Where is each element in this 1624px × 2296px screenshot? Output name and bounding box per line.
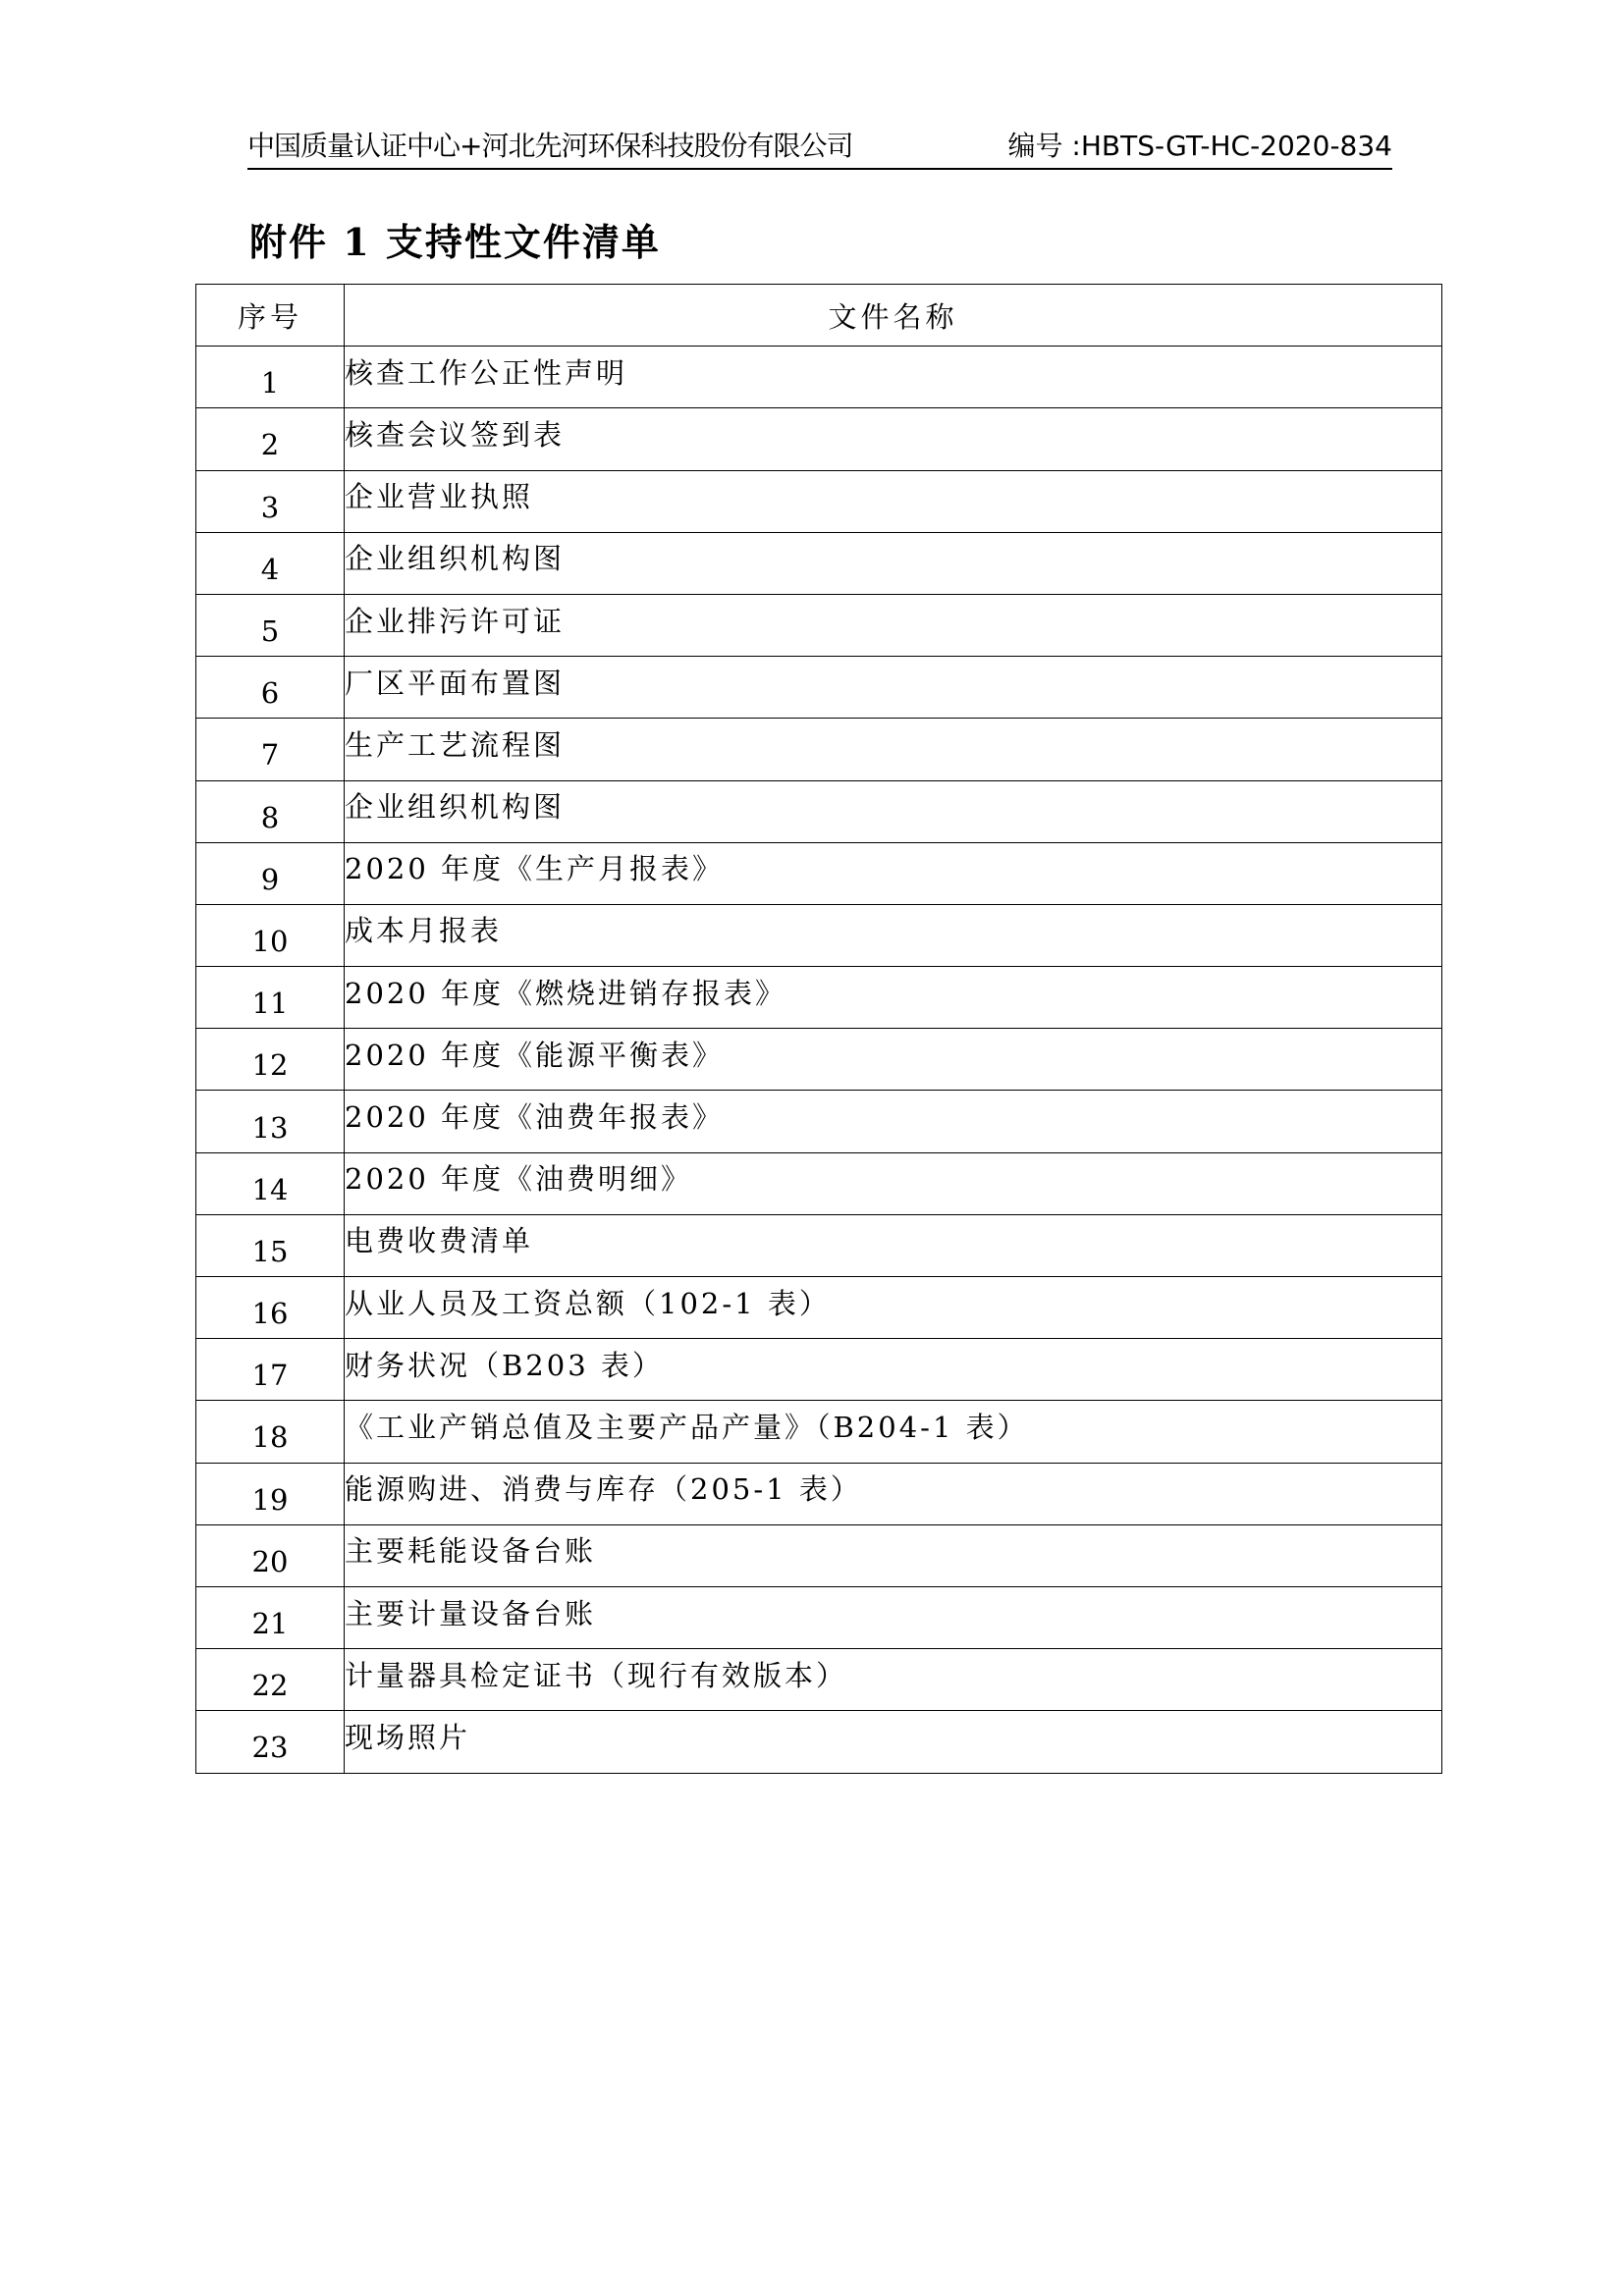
document-name-cell	[345, 594, 1442, 656]
table-row	[196, 1152, 1442, 1214]
row-number: 22	[251, 1669, 289, 1703]
document-name-cell	[345, 1463, 1442, 1524]
column-header-document-name: 文件名称	[345, 285, 1442, 347]
row-number-cell	[196, 594, 345, 656]
document-name: 核查会议签到表	[345, 417, 566, 452]
row-number-cell	[196, 1091, 345, 1152]
table-row	[196, 408, 1442, 470]
table-row	[196, 1029, 1442, 1091]
document-name: 成本月报表	[345, 914, 503, 948]
table-body	[196, 347, 1442, 1773]
row-number: 15	[251, 1234, 289, 1268]
document-name: 主要耗能设备台账	[345, 1534, 597, 1569]
table-row	[196, 1401, 1442, 1463]
document-name-cell	[345, 532, 1442, 594]
document-name-cell	[345, 1586, 1442, 1648]
table-row	[196, 1586, 1442, 1648]
row-number-cell	[196, 780, 345, 842]
table-header-row	[196, 285, 1442, 347]
attachment-title: 附件 1 支持性文件清单	[249, 220, 661, 264]
document-name-cell	[345, 657, 1442, 719]
table-row	[196, 904, 1442, 966]
table-row	[196, 1649, 1442, 1711]
column-header-number: 序号	[196, 285, 345, 347]
table-row	[196, 594, 1442, 656]
document-name: 生产工艺流程图	[345, 727, 566, 762]
table-row	[196, 1711, 1442, 1773]
document-name: 2020 年度《能源平衡表》	[345, 1038, 725, 1072]
document-name: 主要计量设备台账	[345, 1596, 597, 1630]
document-name-cell	[345, 1649, 1442, 1711]
row-number-cell	[196, 1339, 345, 1401]
table-row	[196, 1524, 1442, 1586]
document-name-cell	[345, 1091, 1442, 1152]
document-name: 计量器具检定证书（现行有效版本）	[345, 1658, 848, 1692]
table-row	[196, 719, 1442, 780]
table-row	[196, 532, 1442, 594]
row-number-cell	[196, 408, 345, 470]
document-name: 企业排污许可证	[345, 604, 566, 638]
row-number: 18	[251, 1420, 289, 1455]
row-number: 8	[260, 800, 280, 834]
row-number: 16	[251, 1297, 289, 1331]
row-number: 10	[251, 924, 289, 958]
document-name: 2020 年度《油费明细》	[345, 1162, 693, 1197]
table-row	[196, 967, 1442, 1029]
document-name-cell	[345, 967, 1442, 1029]
row-number-cell	[196, 1152, 345, 1214]
document-name: 企业组织机构图	[345, 542, 566, 576]
document-name: 企业营业执照	[345, 480, 534, 514]
row-number: 2	[260, 428, 280, 462]
row-number: 19	[251, 1482, 289, 1517]
row-number-cell	[196, 532, 345, 594]
document-name-cell	[345, 347, 1442, 408]
document-name: 核查工作公正性声明	[345, 355, 628, 390]
row-number-cell	[196, 904, 345, 966]
table-row	[196, 1214, 1442, 1276]
row-number: 20	[251, 1544, 289, 1578]
table-row	[196, 780, 1442, 842]
document-name: 2020 年度《燃烧进销存报表》	[345, 976, 787, 1010]
row-number: 11	[251, 987, 289, 1021]
document-name-cell	[345, 904, 1442, 966]
row-number: 5	[260, 614, 280, 649]
document-name: 从业人员及工资总额（102-1 表）	[345, 1286, 831, 1320]
document-name-cell	[345, 1339, 1442, 1401]
row-number-cell	[196, 470, 345, 532]
document-name: 企业组织机构图	[345, 790, 566, 825]
document-name: 财务状况（B203 表）	[345, 1348, 664, 1382]
row-number: 12	[251, 1048, 289, 1083]
document-name-cell	[345, 408, 1442, 470]
document-name: 2020 年度《生产月报表》	[345, 852, 725, 886]
row-number: 21	[251, 1607, 289, 1641]
row-number: 7	[260, 738, 280, 773]
document-name-cell	[345, 842, 1442, 904]
document-name: 电费收费清单	[345, 1224, 534, 1258]
document-name-cell	[345, 780, 1442, 842]
document-name-cell	[345, 719, 1442, 780]
table-row	[196, 470, 1442, 532]
table-row	[196, 657, 1442, 719]
document-name-cell	[345, 1711, 1442, 1773]
row-number-cell	[196, 1586, 345, 1648]
row-number: 23	[251, 1731, 289, 1765]
document-name: 能源购进、消费与库存（205-1 表）	[345, 1472, 862, 1507]
page-header	[247, 123, 1392, 170]
table-row	[196, 1463, 1442, 1524]
row-number-cell	[196, 967, 345, 1029]
document-name-cell	[345, 1029, 1442, 1091]
row-number-cell	[196, 1711, 345, 1773]
row-number-cell	[196, 1649, 345, 1711]
row-number: 13	[251, 1110, 289, 1145]
row-number-cell	[196, 1277, 345, 1339]
row-number-cell	[196, 1029, 345, 1091]
row-number: 6	[260, 676, 280, 711]
row-number-cell	[196, 657, 345, 719]
row-number: 14	[251, 1172, 289, 1206]
document-name-cell	[345, 470, 1442, 532]
document-name-cell	[345, 1152, 1442, 1214]
row-number-cell	[196, 1463, 345, 1524]
row-number-cell	[196, 1524, 345, 1586]
document-name: 现场照片	[345, 1720, 471, 1754]
row-number: 4	[260, 552, 280, 586]
row-number: 1	[260, 366, 280, 400]
row-number-cell	[196, 1401, 345, 1463]
header-organizations: 中国质量认证中心+河北先河环保科技股份有限公司	[247, 130, 853, 162]
table-row	[196, 1339, 1442, 1401]
row-number-cell	[196, 719, 345, 780]
table-row	[196, 1277, 1442, 1339]
header-document-number: 编号 :HBTS-GT-HC-2020-834	[1007, 130, 1392, 162]
document-name: 2020 年度《油费年报表》	[345, 1100, 725, 1135]
row-number: 3	[260, 490, 280, 524]
document-name: 厂区平面布置图	[345, 666, 566, 700]
document-name-cell	[345, 1524, 1442, 1586]
table-row	[196, 842, 1442, 904]
document-name: 《工业产销总值及主要产品产量》（B204-1 表）	[345, 1410, 1029, 1444]
document-name-cell	[345, 1214, 1442, 1276]
row-number-cell	[196, 842, 345, 904]
table-row	[196, 347, 1442, 408]
document-name-cell	[345, 1401, 1442, 1463]
document-name-cell	[345, 1277, 1442, 1339]
table-row	[196, 1091, 1442, 1152]
supporting-documents-table	[195, 284, 1442, 1774]
row-number-cell	[196, 1214, 345, 1276]
row-number-cell	[196, 347, 345, 408]
row-number: 9	[260, 862, 280, 896]
row-number: 17	[251, 1359, 289, 1393]
